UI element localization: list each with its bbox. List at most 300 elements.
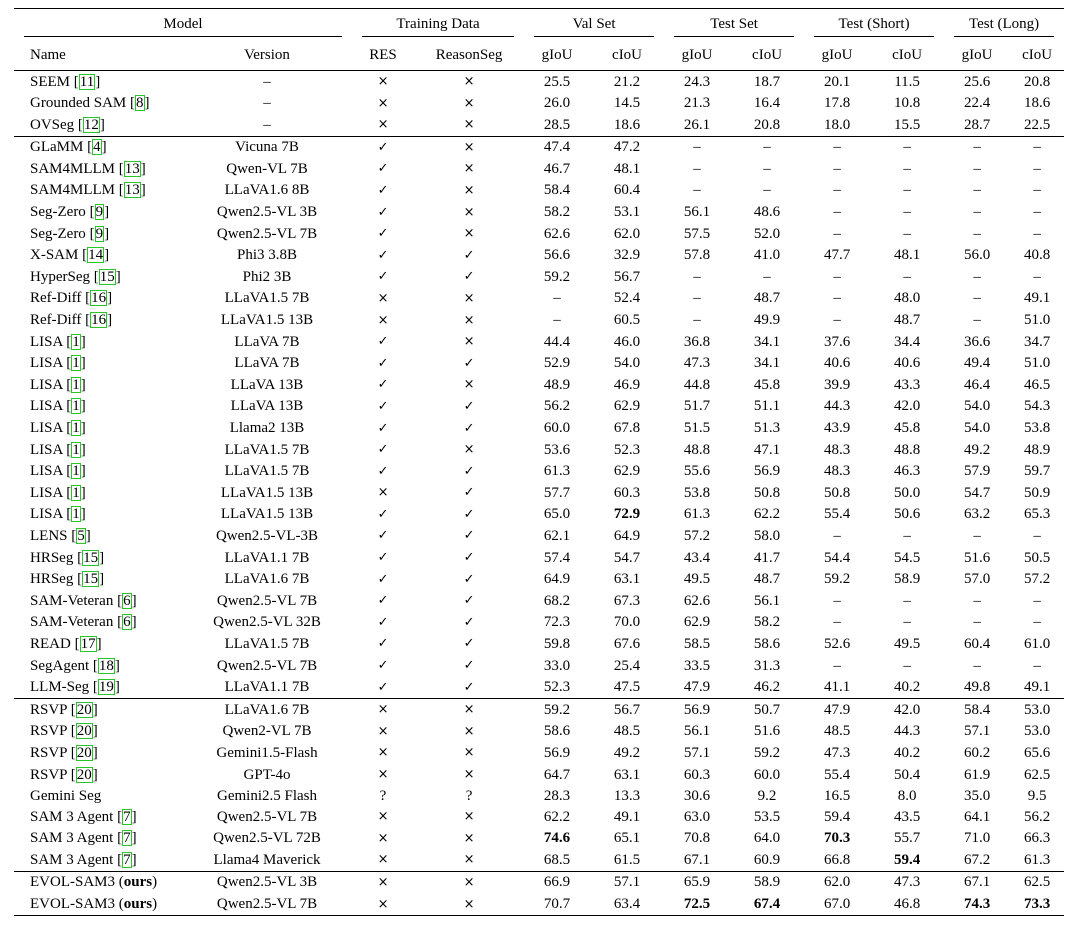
model-name-cell: SAM-Veteran [6] xyxy=(30,592,137,609)
model-name-cell: HyperSeg [15] xyxy=(30,268,121,285)
citation-link[interactable]: 16 xyxy=(91,312,107,329)
reasonseg-cell xyxy=(414,180,524,202)
column-header-row xyxy=(14,40,1064,71)
column-header: cIoU xyxy=(870,40,944,71)
reasonseg-cell xyxy=(414,93,524,115)
citation-link[interactable]: 1 xyxy=(72,441,80,458)
version-cell: LLaVA1.5 7B xyxy=(224,635,310,652)
check-mark: ✓ xyxy=(463,485,475,501)
res-cell xyxy=(352,742,414,764)
metric-cell: 49.8 xyxy=(963,679,991,696)
metric-cell: 60.4 xyxy=(613,182,641,199)
model-name: SAM4MLLM xyxy=(30,160,116,177)
check-mark: ✓ xyxy=(463,679,475,695)
res-cell xyxy=(352,353,414,375)
results-table-container xyxy=(14,8,1064,916)
unknown-mark: ? xyxy=(465,787,473,804)
metric-cell: – xyxy=(693,160,701,177)
metric-cell: 66.8 xyxy=(823,851,851,868)
cross-mark: × xyxy=(463,723,475,739)
metric-cell: 56.6 xyxy=(543,247,571,264)
metric-cell: 33.5 xyxy=(683,657,711,674)
metric-cell: – xyxy=(833,160,841,177)
metric-cell: 37.6 xyxy=(823,333,851,350)
res-cell xyxy=(352,482,414,504)
check-mark: ✓ xyxy=(377,334,389,350)
metric-cell: 58.6 xyxy=(543,723,571,740)
column-header: cIoU xyxy=(590,40,664,71)
model-name-cell: LISA [1] xyxy=(30,333,86,350)
citation-link[interactable]: 1 xyxy=(72,376,80,393)
metric-cell: 70.0 xyxy=(613,614,641,631)
model-name-cell: SEEM [11] xyxy=(14,71,182,93)
metric-cell: 73.3 xyxy=(1010,894,1064,916)
metric-cell: – xyxy=(1033,527,1041,544)
check-mark: ✓ xyxy=(377,355,389,371)
cross-mark: × xyxy=(377,74,389,89)
citation-link[interactable]: 15 xyxy=(83,549,99,566)
reasonseg-cell xyxy=(414,158,524,180)
metric-cell: 32.9 xyxy=(613,247,641,264)
metric-cell: 63.0 xyxy=(683,808,711,825)
cross-mark: × xyxy=(463,852,475,868)
cross-mark: × xyxy=(463,290,475,306)
metric-cell: 59.2 xyxy=(753,744,781,761)
model-name: HRSeg xyxy=(30,549,74,566)
citation-link[interactable]: 18 xyxy=(98,657,114,674)
metric-cell: 46.5 xyxy=(1023,376,1051,393)
metric-cell: – xyxy=(973,160,981,177)
metric-cell: 40.6 xyxy=(893,355,921,372)
metric-cell: 30.6 xyxy=(683,787,711,804)
model-name: LISA xyxy=(30,376,63,393)
metric-cell: 62.6 xyxy=(543,225,571,242)
metric-cell: 46.0 xyxy=(613,333,641,350)
table-row xyxy=(14,894,1064,916)
metric-cell: 65.9 xyxy=(664,871,730,893)
cross-mark: × xyxy=(463,204,475,220)
citation-link[interactable]: 15 xyxy=(83,571,99,588)
metric-cell: 28.5 xyxy=(543,116,571,133)
metric-cell: 72.3 xyxy=(543,614,571,631)
metric-cell: – xyxy=(973,527,981,544)
citation-link[interactable]: 16 xyxy=(91,290,107,307)
metric-cell: 57.0 xyxy=(963,571,991,588)
model-name-cell: LISA [1] xyxy=(30,398,86,415)
model-name: EVOL-SAM3 xyxy=(30,896,115,913)
check-mark: ✓ xyxy=(463,593,475,609)
citation-link[interactable]: 20 xyxy=(76,744,92,761)
ours-label: ours xyxy=(123,896,153,913)
metric-cell: 63.2 xyxy=(963,506,991,523)
table-row xyxy=(14,114,1064,136)
metric-cell: – xyxy=(973,592,981,609)
metric-cell: 46.4 xyxy=(963,376,991,393)
citation-link[interactable]: 1 xyxy=(72,420,80,436)
metric-cell: – xyxy=(833,204,841,221)
metric-cell: 24.3 xyxy=(664,71,730,93)
model-name: SAM 3 Agent xyxy=(30,808,114,825)
metric-cell: 52.3 xyxy=(613,441,641,458)
check-mark: ✓ xyxy=(377,204,389,220)
cross-mark: × xyxy=(463,139,475,155)
res-cell xyxy=(352,612,414,634)
cross-mark: × xyxy=(463,95,475,111)
citation-link[interactable]: 7 xyxy=(123,851,131,868)
metric-cell: 62.0 xyxy=(613,225,641,242)
metric-cell: 56.2 xyxy=(543,398,571,415)
metric-cell: 62.9 xyxy=(613,398,641,415)
metric-cell: – xyxy=(553,290,561,307)
metric-cell: 48.8 xyxy=(893,441,921,458)
metric-cell: – xyxy=(903,225,911,242)
citation-link[interactable]: 1 xyxy=(72,333,80,350)
table-row xyxy=(14,245,1064,267)
check-mark: ✓ xyxy=(463,269,475,285)
reasonseg-cell xyxy=(414,439,524,461)
model-name-cell: LISA [1] xyxy=(30,355,86,372)
group-header-row xyxy=(14,9,1064,41)
citation-link[interactable]: 8 xyxy=(136,95,144,112)
metric-cell: 54.0 xyxy=(963,398,991,415)
reasonseg-cell xyxy=(414,266,524,288)
metric-cell: 52.9 xyxy=(543,355,571,372)
res-cell xyxy=(352,310,414,332)
metric-cell: 56.2 xyxy=(1023,808,1051,825)
check-mark: ✓ xyxy=(463,571,475,587)
model-name: Seg-Zero xyxy=(30,225,86,242)
res-cell xyxy=(352,655,414,677)
cross-mark: × xyxy=(463,896,475,912)
table-row xyxy=(14,828,1064,850)
metric-cell: 47.7 xyxy=(823,247,851,264)
citation-link[interactable]: 12 xyxy=(83,116,99,133)
cross-mark: × xyxy=(377,767,389,782)
metric-cell: 36.8 xyxy=(683,333,711,350)
metric-cell: 49.1 xyxy=(1023,679,1051,696)
reasonseg-cell xyxy=(414,612,524,634)
citation-link[interactable]: 19 xyxy=(98,679,114,696)
metric-cell: – xyxy=(833,182,841,199)
metric-cell: – xyxy=(833,225,841,242)
version-cell: Llama2 13B xyxy=(229,420,305,436)
res-cell xyxy=(352,180,414,202)
metric-cell: 49.2 xyxy=(613,744,641,761)
model-name: LLM-Seg xyxy=(30,679,90,696)
metric-cell: 14.5 xyxy=(613,95,641,112)
column-header: gIoU xyxy=(804,40,870,71)
metric-cell: 64.1 xyxy=(963,808,991,825)
table-row xyxy=(14,569,1064,591)
metric-cell: 59.2 xyxy=(543,268,571,285)
metric-cell: – xyxy=(973,225,981,242)
group-header-test-set: Test Set xyxy=(664,9,804,41)
reasonseg-cell xyxy=(414,699,524,721)
metric-cell: 51.3 xyxy=(753,420,781,436)
version-cell: LLaVA1.5 7B xyxy=(224,441,310,458)
res-cell xyxy=(352,136,414,158)
metric-cell: 41.7 xyxy=(753,549,781,566)
citation-link[interactable]: 20 xyxy=(76,766,92,783)
metric-cell: 67.3 xyxy=(613,592,641,609)
table-row xyxy=(14,310,1064,332)
metric-cell: 53.0 xyxy=(1023,723,1051,740)
metric-cell: 55.4 xyxy=(823,506,851,523)
model-name-cell: LISA [1] xyxy=(30,420,86,436)
column-header: Name xyxy=(14,40,182,71)
citation-link[interactable]: 20 xyxy=(76,701,92,718)
res-cell xyxy=(352,633,414,655)
cross-mark: × xyxy=(463,312,475,328)
metric-cell: 33.0 xyxy=(543,657,571,674)
res-cell xyxy=(352,677,414,699)
version-cell: LLaVA 13B xyxy=(230,398,304,415)
group-header-val-set: Val Set xyxy=(524,9,664,41)
table-row xyxy=(14,699,1064,721)
metric-cell: 54.7 xyxy=(613,549,641,566)
citation-link[interactable]: 1 xyxy=(72,506,80,523)
metric-cell: 65.3 xyxy=(1023,506,1051,523)
citation-link[interactable]: 13 xyxy=(124,160,140,177)
table-row xyxy=(14,849,1064,871)
reasonseg-cell xyxy=(414,202,524,224)
metric-cell: 50.6 xyxy=(893,506,921,523)
metric-cell: 28.3 xyxy=(543,787,571,804)
metric-cell: 60.3 xyxy=(683,766,711,783)
model-name-cell: SAM4MLLM [13] xyxy=(30,160,146,177)
metric-cell: 65.0 xyxy=(543,506,571,523)
model-name: SAM 3 Agent xyxy=(30,830,114,847)
model-name-cell: Ref-Diff [16] xyxy=(30,290,113,307)
res-cell xyxy=(352,202,414,224)
version-cell: LLaVA1.5 13B xyxy=(220,506,314,523)
metric-cell: – xyxy=(1033,182,1041,199)
metric-cell: 61.3 xyxy=(543,463,571,480)
citation-link[interactable]: 1 xyxy=(72,463,80,480)
metric-cell: 67.6 xyxy=(613,635,641,652)
metric-cell: 67.8 xyxy=(613,420,641,436)
check-mark: ✓ xyxy=(463,658,475,674)
metric-cell: 68.5 xyxy=(543,851,571,868)
metric-cell: 59.7 xyxy=(1023,463,1051,480)
metric-cell: 52.6 xyxy=(823,635,851,652)
model-name: LISA xyxy=(30,441,63,458)
metric-cell: 58.9 xyxy=(730,871,804,893)
metric-cell: 31.3 xyxy=(753,657,781,674)
metric-cell: 51.0 xyxy=(1023,312,1051,329)
metric-cell: 39.9 xyxy=(823,376,851,393)
citation-link[interactable]: 9 xyxy=(95,204,104,221)
metric-cell: 52.4 xyxy=(613,290,641,307)
metric-cell: 48.1 xyxy=(613,160,641,177)
reasonseg-cell xyxy=(414,677,524,699)
reasonseg-cell xyxy=(414,353,524,375)
metric-cell: 21.2 xyxy=(590,71,664,93)
metric-cell: 54.0 xyxy=(963,420,991,436)
citation-link[interactable]: 7 xyxy=(123,830,131,847)
model-name: LISA xyxy=(30,355,63,372)
citation-link[interactable]: 5 xyxy=(77,527,85,544)
metric-cell: 22.4 xyxy=(963,95,991,112)
metric-cell: 64.0 xyxy=(753,830,781,847)
reasonseg-cell xyxy=(414,245,524,267)
metric-cell: – xyxy=(833,657,841,674)
column-header: Version xyxy=(182,40,352,71)
reasonseg-cell xyxy=(414,547,524,569)
metric-cell: 42.0 xyxy=(870,699,944,721)
column-header: gIoU xyxy=(944,40,1010,71)
metric-cell: 41.1 xyxy=(823,679,851,696)
metric-cell: – xyxy=(973,312,981,329)
version-cell: – xyxy=(263,116,271,133)
model-name: SEEM xyxy=(30,73,71,90)
table-row xyxy=(14,677,1064,699)
model-name-cell: LISA [1] xyxy=(30,484,86,501)
table-row xyxy=(14,633,1064,655)
metric-cell: 58.4 xyxy=(543,182,571,199)
metric-cell: 65.6 xyxy=(1023,744,1051,761)
model-name: SAM4MLLM xyxy=(30,182,116,199)
cross-mark: × xyxy=(377,874,389,890)
version-cell: LLaVA 7B xyxy=(234,355,300,372)
metric-cell: 45.8 xyxy=(753,376,781,393)
citation-link[interactable]: 6 xyxy=(123,592,131,609)
metric-cell: – xyxy=(553,312,561,329)
citation-link[interactable]: 17 xyxy=(80,635,96,652)
metric-cell: 58.2 xyxy=(543,204,571,221)
res-cell xyxy=(352,849,414,871)
cross-mark: × xyxy=(377,485,389,501)
version-cell: Gemini2.5 Flash xyxy=(217,787,317,804)
metric-cell: 43.3 xyxy=(893,376,921,393)
citation-link[interactable]: 11 xyxy=(79,73,95,90)
model-name-cell: Ref-Diff [16] xyxy=(30,312,113,329)
model-name: SAM 3 Agent xyxy=(30,851,114,868)
metric-cell: 61.3 xyxy=(683,506,711,523)
citation-link[interactable]: 9 xyxy=(95,225,104,242)
column-header: gIoU xyxy=(664,40,730,71)
citation-link[interactable]: 1 xyxy=(72,398,80,415)
metric-cell: 46.8 xyxy=(870,894,944,916)
metric-cell: 47.3 xyxy=(870,871,944,893)
metric-cell: 47.4 xyxy=(524,136,590,158)
check-mark: ✓ xyxy=(377,161,389,177)
metric-cell: – xyxy=(944,136,1010,158)
metric-cell: 47.2 xyxy=(590,136,664,158)
column-header: cIoU xyxy=(730,40,804,71)
metric-cell: 63.1 xyxy=(613,766,641,783)
cross-mark: × xyxy=(463,830,475,846)
check-mark: ✓ xyxy=(377,636,389,652)
metric-cell: – xyxy=(1033,225,1041,242)
citation-link[interactable]: 14 xyxy=(88,247,104,264)
metric-cell: – xyxy=(973,182,981,199)
version-cell: LLaVA1.5 13B xyxy=(220,312,314,329)
citation-link[interactable]: 7 xyxy=(123,808,131,825)
metric-cell: 35.0 xyxy=(963,787,991,804)
metric-cell: 51.5 xyxy=(683,420,711,436)
table-row xyxy=(14,180,1064,202)
metric-cell: 59.2 xyxy=(823,571,851,588)
citation-link[interactable]: 4 xyxy=(93,139,101,156)
version-cell: Llama4 Maverick xyxy=(213,851,321,868)
metric-cell: 50.7 xyxy=(730,699,804,721)
metric-cell: 60.0 xyxy=(753,766,781,783)
metric-cell: 53.6 xyxy=(543,441,571,458)
reasonseg-cell xyxy=(414,374,524,396)
citation-link[interactable]: 15 xyxy=(99,268,115,285)
metric-cell: – xyxy=(833,290,841,307)
model-name-cell: Grounded SAM [8] xyxy=(30,95,150,112)
metric-cell: 60.9 xyxy=(753,851,781,868)
version-cell: Qwen2.5-VL 3B xyxy=(216,204,318,221)
metric-cell: 40.8 xyxy=(1023,247,1051,264)
citation-link[interactable]: 1 xyxy=(72,484,80,501)
metric-cell: 59.4 xyxy=(893,851,921,868)
table-row xyxy=(14,482,1064,504)
metric-cell: – xyxy=(693,312,701,329)
metric-cell: 64.7 xyxy=(543,766,571,783)
version-cell: Qwen2-VL 7B xyxy=(222,723,312,740)
metric-cell: 61.0 xyxy=(1023,635,1051,652)
metric-cell: 62.6 xyxy=(683,592,711,609)
model-name-cell: OVSeg [12] xyxy=(30,116,105,133)
citation-link[interactable]: 1 xyxy=(72,355,80,372)
reasonseg-cell xyxy=(414,828,524,850)
metric-cell: 47.9 xyxy=(804,699,870,721)
citation-link[interactable]: 6 xyxy=(123,614,131,631)
metric-cell: 53.0 xyxy=(1010,699,1064,721)
reasonseg-cell xyxy=(414,223,524,245)
res-cell xyxy=(352,439,414,461)
reasonseg-cell xyxy=(414,136,524,158)
cross-mark: × xyxy=(463,334,475,350)
citation-link[interactable]: 13 xyxy=(124,182,140,199)
model-name-cell: SegAgent [18] xyxy=(30,657,120,674)
metric-cell: – xyxy=(693,268,701,285)
metric-cell: 48.5 xyxy=(823,723,851,740)
table-row xyxy=(14,612,1064,634)
reasonseg-cell xyxy=(414,806,524,828)
table-row xyxy=(14,590,1064,612)
metric-cell: 59.2 xyxy=(524,699,590,721)
metric-cell: 34.4 xyxy=(893,333,921,350)
model-name-cell: RSVP [20] xyxy=(30,766,98,783)
metric-cell: 15.5 xyxy=(893,116,921,133)
metric-cell: – xyxy=(903,527,911,544)
check-mark: ✓ xyxy=(377,658,389,674)
reasonseg-cell xyxy=(414,894,524,916)
cross-mark: × xyxy=(463,117,475,133)
metric-cell: 62.5 xyxy=(1010,871,1064,893)
metric-cell: 57.4 xyxy=(543,549,571,566)
metric-cell: 54.0 xyxy=(613,355,641,372)
metric-cell: 48.6 xyxy=(753,204,781,221)
res-cell xyxy=(352,871,414,893)
metric-cell: 44.8 xyxy=(683,376,711,393)
res-cell xyxy=(352,590,414,612)
table-row xyxy=(14,202,1064,224)
metric-cell: – xyxy=(903,268,911,285)
metric-cell: 20.1 xyxy=(804,71,870,93)
column-header: cIoU xyxy=(1010,40,1064,71)
metric-cell: 56.1 xyxy=(683,204,711,221)
metric-cell: 47.9 xyxy=(683,679,711,696)
citation-link[interactable]: 20 xyxy=(76,723,92,740)
version-cell: Gemini1.5-Flash xyxy=(216,744,318,761)
metric-cell: 65.1 xyxy=(613,830,641,847)
reasonseg-cell xyxy=(414,504,524,526)
